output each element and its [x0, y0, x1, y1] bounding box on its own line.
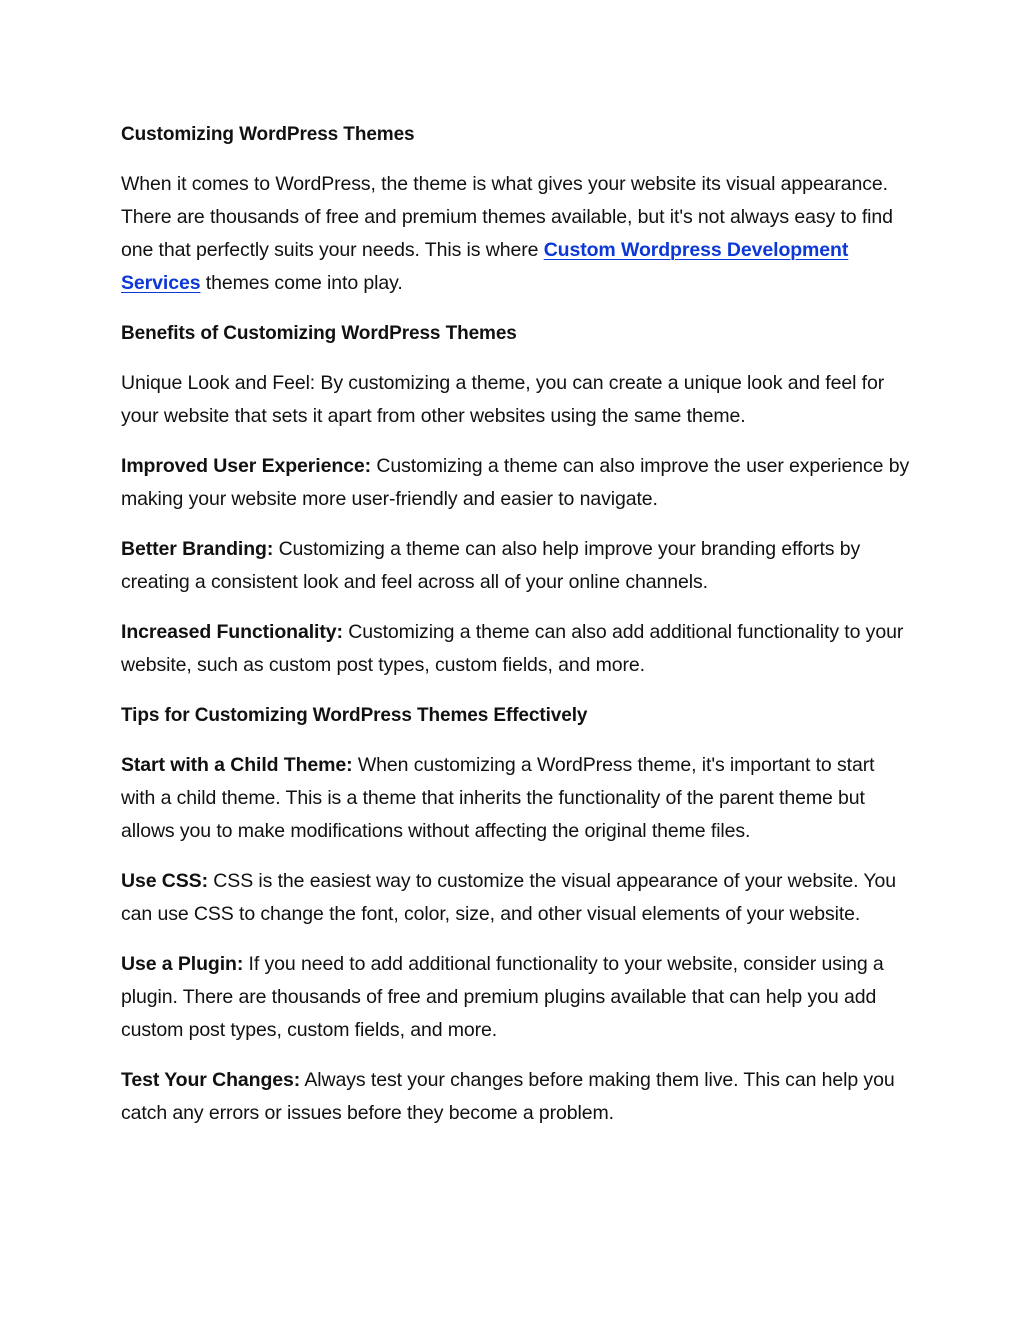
tips-heading: Tips for Customizing WordPress Themes Effectively [121, 705, 588, 726]
tip-use-plugin-text: If you need to add additional functionality to your website, consider using a plugin. There are thousands of free and premium plugins available that can help you add custom post types, custom fields, and more. [121, 953, 884, 1041]
benefit-functionality-label: Increased Functionality: [121, 621, 343, 643]
benefit-branding-text: Customizing a theme can also help improve your branding efforts by creating a consistent look and feel across all of your online channels. [121, 538, 861, 593]
tip-use-plugin-label: Use a Plugin: [121, 953, 244, 975]
document-page [121, 118, 911, 1147]
intro-text-after-link: themes come into play. [200, 272, 403, 294]
tip-use-plugin [121, 948, 911, 1047]
tip-test-changes [121, 1064, 911, 1130]
tip-child-theme-text: When customizing a WordPress theme, it's important to start with a child theme. This is a theme that inherits the functionality of the parent theme but allows you to make modifications without affecting the original theme files. [121, 754, 875, 842]
benefit-branding-label: Better Branding: [121, 538, 274, 560]
benefit-unique-look: Unique Look and Feel: By customizing a theme, you can create a unique look and feel for your website that sets it apart from other websites using the same theme. [121, 372, 885, 427]
tip-child-theme-label: Start with a Child Theme: [121, 754, 353, 776]
document-title: Customizing WordPress Themes [121, 124, 415, 145]
tip-use-css-label: Use CSS: [121, 870, 208, 892]
benefit-branding [121, 533, 911, 599]
benefit-user-experience-text: Customizing a theme can also improve the user experience by making your website more user-friendly and easier to navigate. [121, 455, 910, 510]
benefit-functionality [121, 616, 911, 682]
tip-child-theme [121, 749, 911, 848]
tip-use-css-text: CSS is the easiest way to customize the visual appearance of your website. You can use CSS to change the font, color, size, and other visual elements of your website. [121, 870, 896, 925]
tip-use-css [121, 865, 911, 931]
intro-paragraph [121, 168, 911, 300]
custom-wordpress-development-link[interactable]: Custom Wordpress Development Services [121, 239, 849, 294]
tip-test-changes-text: Always test your changes before making them live. This can help you catch any errors or issues before they become a problem. [121, 1069, 895, 1124]
intro-text-before-link: When it comes to WordPress, the theme is what gives your website its visual appearance. There are thousands of free and premium themes available, but it's not always easy to find one that perfectly suits your needs. This is where [121, 173, 893, 261]
tip-test-changes-label: Test Your Changes: [121, 1069, 301, 1091]
benefit-user-experience [121, 450, 911, 516]
benefit-functionality-text: Customizing a theme can also add additional functionality to your website, such as custom post types, custom fields, and more. [121, 621, 904, 676]
benefits-heading: Benefits of Customizing WordPress Themes [121, 323, 517, 344]
benefit-user-experience-label: Improved User Experience: [121, 455, 372, 477]
